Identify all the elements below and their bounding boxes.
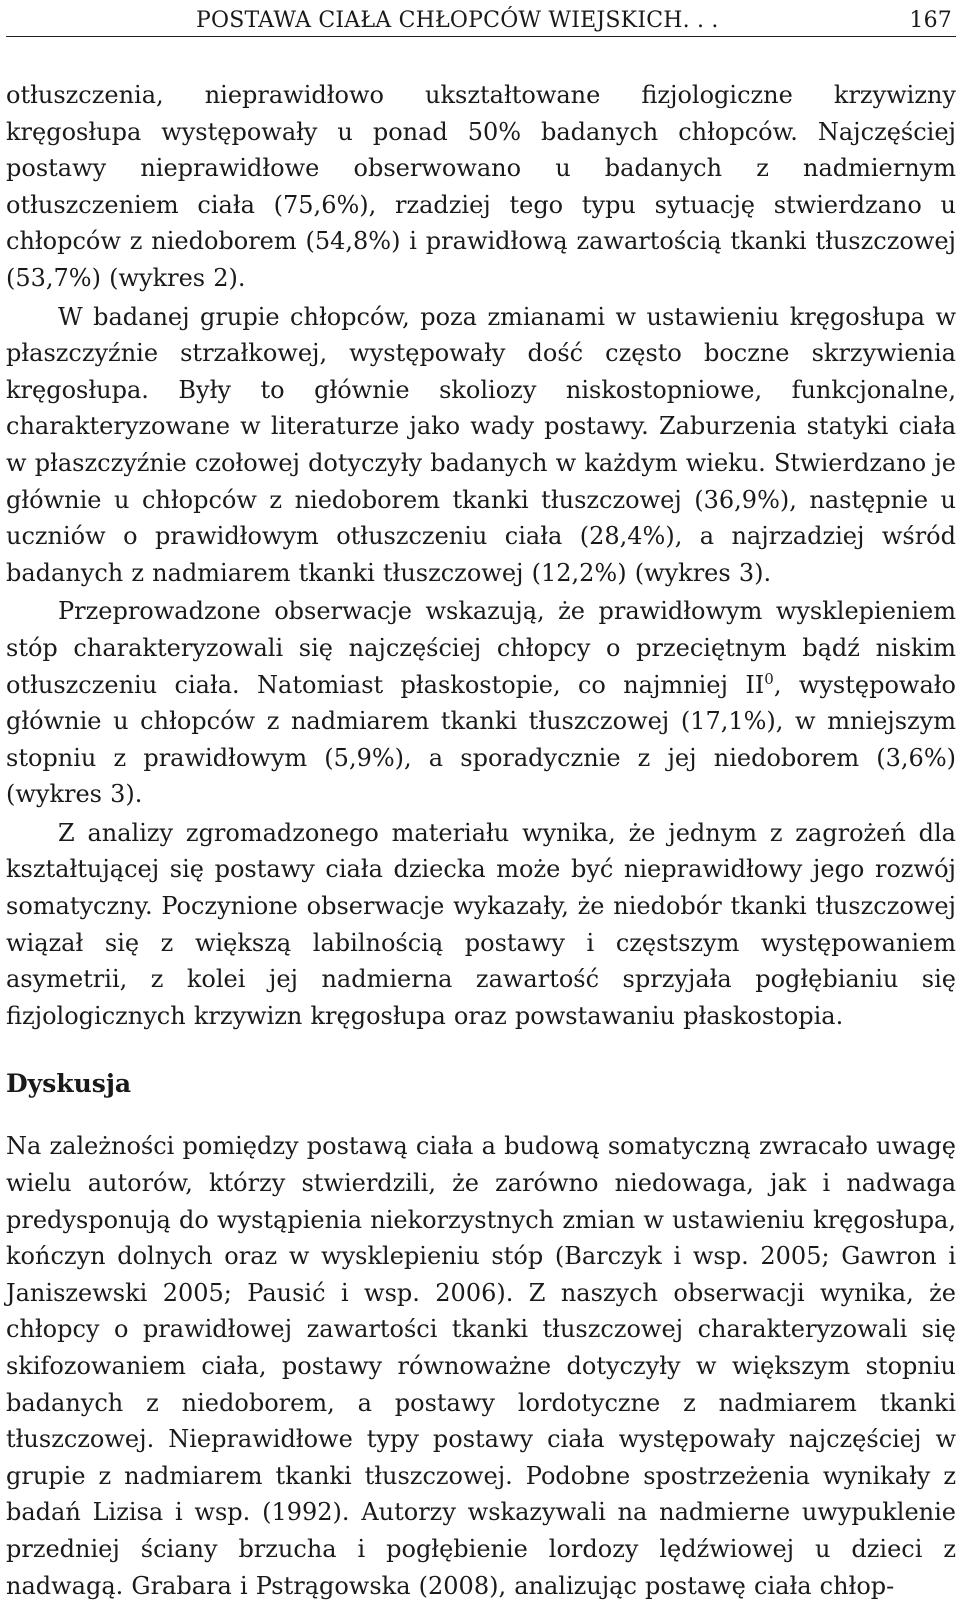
body-paragraph-3: [6, 593, 956, 813]
running-head: [6, 0, 956, 34]
body-paragraph-3-text-b: , występowało głównie u chłopców z nadmiarem tkanki tłuszczowej (17,1%), w mniejszym stopniu z prawidłowym (5,9%), a sporadycznie z jej niedoborem (3,6%) (wykres 3).: [6, 670, 956, 809]
section-heading: Dyskusja: [6, 1069, 132, 1099]
discussion-paragraph: Na zależności pomiędzy postawą ciała a budową somatyczną zwracało uwagę wielu autorów, którzy stwierdzili, że zarówno niedowaga, jak i nadwaga predysponują do wystąpienia niekorzystnych zmian w ustawieniu kręgosłupa, kończyn dolnych oraz w wysklepieniu stóp (Barczyk i wsp. 2005; Gawron i Janiszewski 2005; Pausić i wsp. 2006). Z naszych obserwacji wynika, że chłopcy o prawidłowej zawartości tkanki tłuszczowej charakteryzowali się skifozowaniem ciała, postawy równoważne dotyczyły w większym stopniu badanych z niedoborem, a postawy lordotyczne z nadmiarem tkanki tłuszczowej. Nieprawidłowe typy postawy ciała występowały najczęściej w grupie z nadmiarem tkanki tłuszczowej. Podobne spostrzeżenia wynikały z badań Lizisa i wsp. (1992). Autorzy wskazywali na nadmierne uwypuklenie przedniej ściany brzucha i pogłębienie lordozy lędźwiowej u dzieci z nadwagą. Grabara i Pstrągowska (2008), analizując postawę ciała chłop-: [6, 1132, 956, 1600]
body-paragraph-3-text-a: Przeprowadzone obserwacje wskazują, że prawidłowym wysklepieniem stóp charakteryzowali się najczęściej chłopcy o przeciętnym bądź niskim otłuszczeniu ciała. Natomiast płaskostopie, co najmniej II: [6, 597, 956, 699]
running-head-title: POSTAWA CIAŁA CHŁOPCÓW WIEJSKICH. . .: [196, 8, 719, 33]
body-paragraph-4: Z analizy zgromadzonego materiału wynika, że jednym z zagrożeń dla kształtującej się postawy ciała dziecka może być nieprawidłowy jego rozwój somatyczny. Poczynione obserwacje wykazały, że niedobór tkanki tłuszczowej wiązał się z większą labilnością postawy i częstszym występowaniem asymetrii, z kolei jej nadmierna zawartość sprzyjała pogłębianiu się fizjologicznych krzywizn kręgosłupa oraz powstawaniu płaskostopia.: [6, 818, 956, 1030]
degree-superscript: 0: [764, 669, 774, 688]
page-number: 167: [909, 8, 952, 33]
body-paragraph-1: otłuszczenia, nieprawidłowo ukształtowane fizjologiczne krzywizny kręgosłupa występowały u ponad 50% badanych chłopców. Najczęściej postawy nieprawidłowe obserwowano u badanych z nadmiernym otłuszczeniem ciała (75,6%), rzadziej tego typu sytuację stwierdzano u chłopców z niedoborem (54,8%) i prawidłową zawartością tkanki tłuszczowej (53,7%) (wykres 2).: [6, 81, 956, 292]
header-rule: [6, 36, 956, 37]
body-paragraph-2: W badanej grupie chłopców, poza zmianami w ustawieniu kręgosłupa w płaszczyźnie strzałkowej, występowały dość często boczne skrzywienia kręgosłupa. Były to głównie skoliozy niskostopniowe, funkcjonalne, charakteryzowane w literaturze jako wady postawy. Zaburzenia statyki ciała w płaszczyźnie czołowej dotyczyły badanych w każdym wieku. Stwierdzano je głównie u chłopców z niedoborem tkanki tłuszczowej (36,9%), następnie u uczniów o prawidłowym otłuszczeniu ciała (28,4%), a najrzadziej wśród badanych z nadmiarem tkanki tłuszczowej (12,2%) (wykres 3).: [6, 302, 956, 587]
